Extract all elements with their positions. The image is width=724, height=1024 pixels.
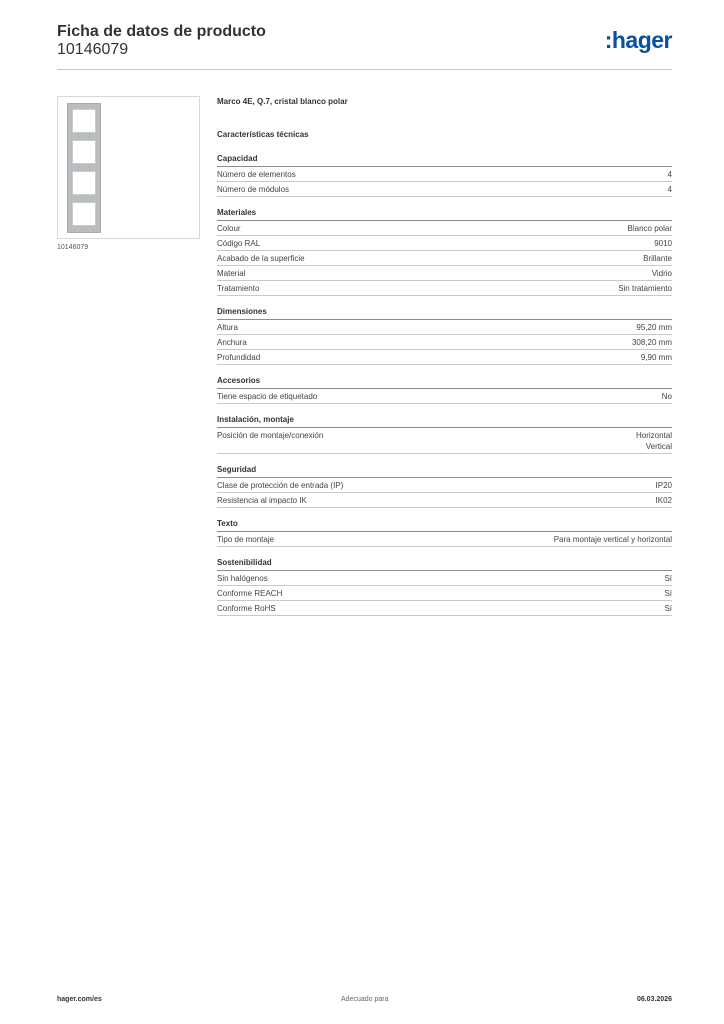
spec-label: Tipo de montaje (217, 535, 275, 544)
spec-value (654, 238, 672, 249)
spec-label: Altura (217, 323, 238, 332)
frame-slot (72, 140, 96, 164)
product-name: Marco 4E, Q.7, cristal blanco polar (217, 97, 348, 106)
spec-value-text: Sí (664, 589, 672, 598)
frame-slot (72, 202, 96, 226)
spec-value (636, 322, 672, 333)
spec-value (664, 573, 672, 584)
spec-group-title: Accesorios (217, 375, 672, 389)
spec-row (217, 335, 672, 350)
spec-group (217, 153, 672, 197)
spec-row (217, 532, 672, 547)
footer-date: 06.03.2026 (636, 996, 672, 1003)
image-caption: 10146079 (57, 244, 89, 251)
spec-label: Número de módulos (217, 185, 290, 194)
spec-value (662, 391, 672, 402)
spec-value-text: IP20 (655, 481, 672, 490)
spec-label: Conforme REACH (217, 589, 283, 598)
spec-value-text: Sí (664, 574, 672, 583)
spec-row (217, 167, 672, 182)
spec-label: Material (217, 269, 246, 278)
spec-value-text: Brillante (643, 254, 672, 263)
spec-value (664, 588, 672, 599)
frame-slot (72, 109, 96, 133)
spec-label: Tiene espacio de etiquetado (217, 392, 318, 401)
spec-value-text: 9,90 mm (640, 353, 672, 362)
spec-value (668, 169, 672, 180)
spec-value-text: 95,20 mm (636, 323, 672, 332)
spec-row (217, 586, 672, 601)
spec-row (217, 571, 672, 586)
spec-group-title: Dimensiones (217, 306, 672, 320)
document-title: Ficha de datos de producto (57, 23, 266, 40)
spec-group (217, 207, 672, 296)
spec-group-title: Seguridad (217, 464, 672, 478)
footer-website: hager.com/es (57, 996, 102, 1003)
spec-value-text: 4 (667, 185, 672, 194)
spec-label: Posición de montaje/conexión (217, 431, 324, 440)
spec-value-text: Vertical (645, 442, 672, 451)
spec-value (656, 480, 672, 491)
spec-group (217, 306, 672, 365)
spec-value-text: Para montaje vertical y horizontal (553, 535, 672, 544)
spec-row (217, 601, 672, 616)
spec-group-title: Materiales (217, 207, 672, 221)
page-header (57, 22, 672, 70)
footer-note: Adecuado para (341, 996, 389, 1003)
spec-value-text: Horizontal (635, 431, 672, 440)
spec-group-title: Capacidad (217, 153, 672, 167)
spec-row (217, 389, 672, 404)
spec-group-title: Sostenibilidad (217, 557, 672, 571)
spec-label: Código RAL (217, 239, 261, 248)
spec-row (217, 350, 672, 365)
product-code: 10146079 (57, 41, 129, 58)
page-footer (57, 996, 672, 1010)
spec-value (632, 337, 672, 348)
spec-value-text: Sin tratamiento (618, 284, 672, 293)
spec-row (217, 478, 672, 493)
spec-value-text: 9010 (654, 239, 672, 248)
spec-groups (217, 153, 672, 616)
spec-row (217, 182, 672, 197)
spec-row (217, 236, 672, 251)
spec-group (217, 464, 672, 508)
spec-value (628, 223, 672, 234)
spec-label: Profundidad (217, 353, 261, 362)
spec-value (636, 430, 672, 452)
spec-value-text: 308,20 mm (631, 338, 672, 347)
spec-label: Sin halógenos (217, 574, 268, 583)
spec-value-text: Vidrio (651, 269, 672, 278)
spec-group-title: Instalación, montaje (217, 414, 672, 428)
spec-label: Resistencia al impacto IK (217, 496, 307, 505)
spec-row (217, 266, 672, 281)
spec-label: Número de elementos (217, 170, 296, 179)
spec-value-text: Blanco polar (627, 224, 672, 233)
spec-value (641, 352, 672, 363)
spec-row (217, 428, 672, 454)
frame-illustration (67, 103, 101, 233)
spec-label: Tratamiento (217, 284, 260, 293)
spec-label: Anchura (217, 338, 247, 347)
spec-group (217, 518, 672, 547)
spec-value (618, 283, 672, 294)
spec-group (217, 375, 672, 404)
spec-value (652, 268, 672, 279)
spec-content (217, 96, 672, 616)
spec-value (668, 184, 672, 195)
spec-value (664, 603, 672, 614)
spec-label: Colour (217, 224, 241, 233)
spec-value-text: No (661, 392, 672, 401)
spec-row (217, 251, 672, 266)
spec-row (217, 281, 672, 296)
product-image (57, 96, 200, 239)
spec-row (217, 221, 672, 236)
spec-group (217, 414, 672, 454)
spec-group-title: Texto (217, 518, 672, 532)
frame-slot (72, 171, 96, 195)
spec-row (217, 493, 672, 508)
section-title: Características técnicas (217, 130, 309, 139)
spec-label: Conforme RoHS (217, 604, 276, 613)
spec-value-text: IK02 (655, 496, 672, 505)
spec-value (554, 534, 672, 545)
spec-value (643, 253, 672, 264)
spec-value-text: 4 (667, 170, 672, 179)
spec-value (656, 495, 672, 506)
spec-label: Acabado de la superficie (217, 254, 305, 263)
spec-row (217, 320, 672, 335)
spec-label: Clase de protección de entrada (IP) (217, 481, 344, 490)
spec-group (217, 557, 672, 616)
hager-logo: :hager (604, 27, 672, 53)
spec-value-text: Sí (664, 604, 672, 613)
